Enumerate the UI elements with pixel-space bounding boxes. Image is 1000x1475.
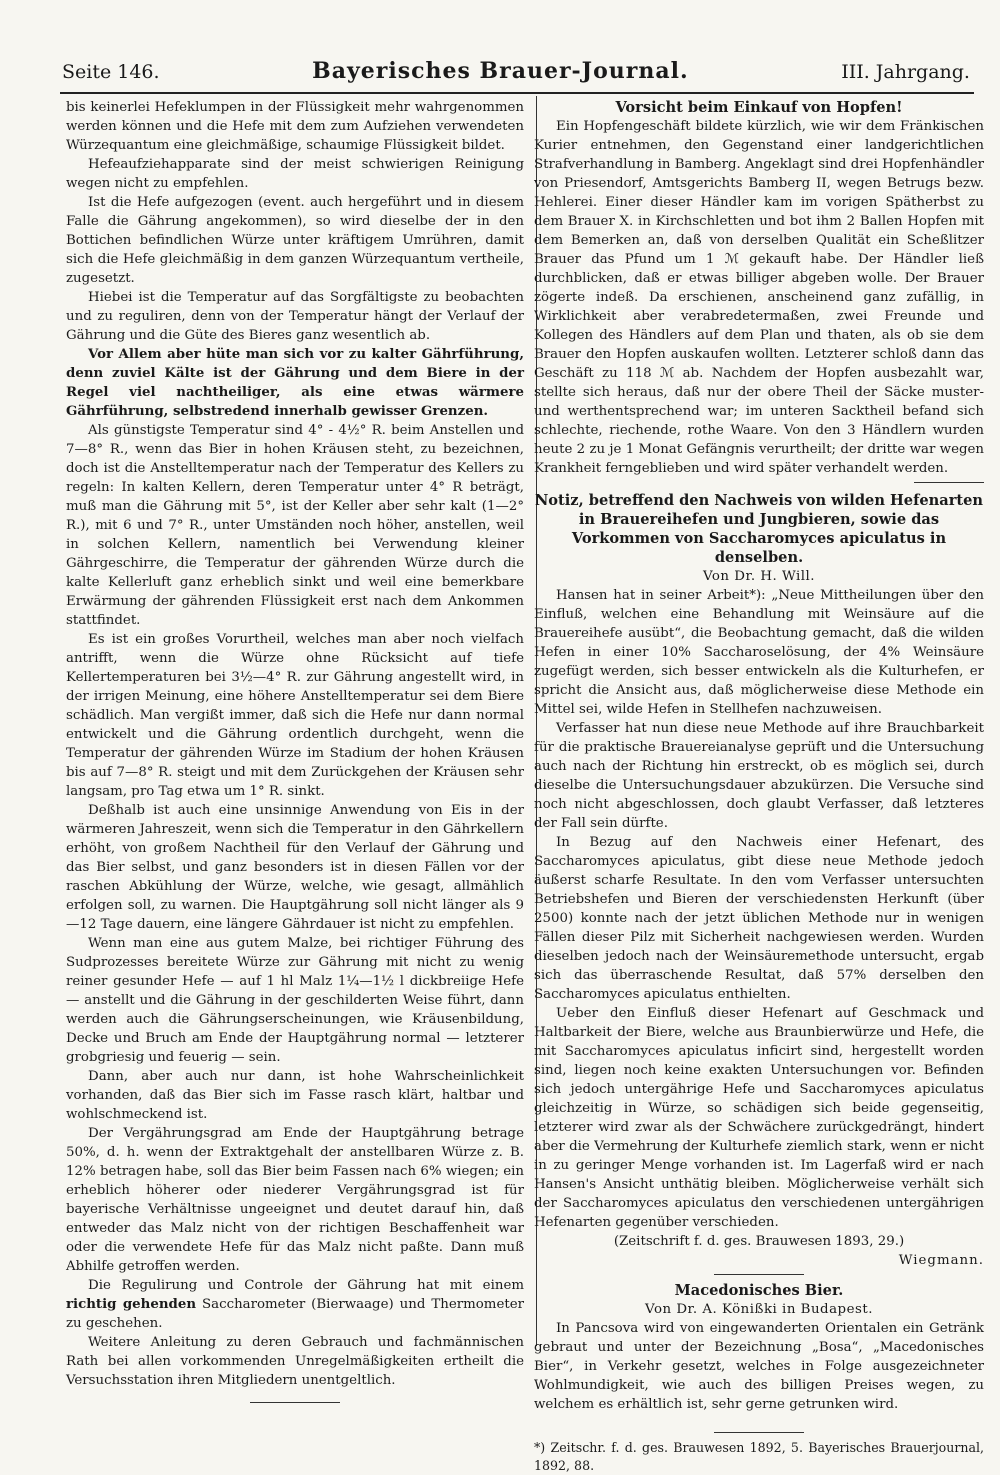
page-number: Seite 146. xyxy=(62,61,160,83)
paragraph: bis keinerlei Hefeklumpen in der Flüssigkeit mehr wahrgenommen werden können und die Hefe mit dem zum Aufziehen verwendeten Würzequantum eine gleichmäßige, schaumige Flüssigkeit bildet. xyxy=(66,100,524,153)
article-title-yeast: Notiz, betreffend den Nachweis von wilden Hefenarten in Brauereihefen und Jungbieren, sowie das Vorkommen von Saccharomyces apiculatus in denselben. xyxy=(534,492,984,566)
article-title-macedonian-beer: Macedonisches Bier. xyxy=(674,1282,844,1299)
article-separator xyxy=(714,1274,804,1275)
paragraph: Ein Hopfengeschäft bildete kürzlich, wie wir dem Fränkischen Kurier entnehmen, den Gegenstand einer landgerichtlichen Strafverhandlung in Bamberg. Angeklagt sind drei Hopfenhändler von Priesendorf, Amtsgerichts Bamberg II, wegen Betrugs bezw. Hehlerei. Einer dieser Händler kam im vorigen Spätherbst zu dem Brauer X. in Kirchschletten und bot ihm 2 Ballen Hopfen mit dem Bemerken an, daß von derselben Qualität ein Scheßlitzer Brauer das Pfund um 1 ℳ gekauft habe. Der Händler ließ durchblicken, daß er etwas billiger abgeben wolle. Der Brauer zögerte indeß. Da erschienen, anscheinend ganz zufällig, in Wirklichkeit aber verabredetermaßen, zwei Freunde und Kollegen des Händlers auf dem Plan und thaten, als ob sie dem Brauer den Hopfen auskaufen wollten. Letzterer schloß dann das Geschäft zu 118 ℳ ab. Nachdem der Hopfen ausbezahlt war, stellte sich heraus, daß nur der obere Theil der Säcke muster- und werthentsprechend war; im unteren Sacktheil befand sich schlechte, riechende, rothe Waare. Von den 3 Händlern wurden heute 2 zu je 1 Monat Gefängnis verurtheilt; der dritte war wegen Krankheit ferngeblieben und wird später verhandelt werden. xyxy=(534,119,984,476)
paragraph xyxy=(66,1276,524,1333)
byline: Von Dr. A. Könißki in Budapest. xyxy=(645,1302,873,1317)
bold-warning-paragraph: Vor Allem aber hüte man sich vor zu kalter Gährführung, denn zuviel Kälte ist der Gährung und dem Biere in der Regel viel nachtheiliger, als eine etwas wärmere Gährführung, selbstredend innerhalb gewisser Grenzen. xyxy=(66,346,524,419)
bold-text-run: richtig gehenden xyxy=(66,1296,197,1312)
paragraph: Deßhalb ist auch eine unsinnige Anwendung von Eis in der wärmeren Jahreszeit, wenn sich die Temperatur in den Gährkellern erhöht, von großem Nachtheil für den Verlauf der Gährung und das Bier selbst, und ganz besonders ist in diesen Fällen vor der raschen Abkühlung der Würze, welche, wie gesagt, allmählich erfolgen soll, zu warnen. Die Hauptgährung soll nicht länger als 9—12 Tage dauern, eine längere Gährdauer ist nicht zu empfehlen. xyxy=(66,803,524,932)
paragraph: Ueber den Einfluß dieser Hefenart auf Geschmack und Haltbarkeit der Biere, welche aus Braunbierwürze und Hefe, die mit Saccharomyces apiculatus inficirt sind, hergestellt worden sind, liegen noch keine exakten Untersuchungen vor. Befinden sich jedoch untergährige Hefe und Saccharomyces apiculatus gleichzeitig in Würze, so schädigen sich beide gegenseitig, letzterer wird zwar als der Schwächere zurückgedrängt, hindert aber die Vermehrung der Kulturhefe ziemlich stark, wenn er nicht in zu geringer Menge vorhanden ist. Im Lagerfaß wird er nach Hansen's Ansicht unthätig bleiben. Möglicherweise verhält sich der Saccharomyces apiculatus den verschiedenen untergährigen Hefenarten gegenüber verschieden. xyxy=(534,1006,984,1230)
paragraph: Der Vergährungsgrad am Ende der Hauptgährung betrage 50%, d. h. wenn der Extraktgehalt der anstellbaren Würze z. B. 12% betragen habe, soll das Bier beim Fassen nach 6% wiegen; ein erheblich höherer oder niederer Vergährungsgrad ist für bayerische Verhältnisse ungeeignet und deutet darauf hin, daß entweder das Malz nicht von der richtigen Beschaffenheit war oder die verwendete Hefe für das Malz nicht paßte. Dann muß Abhilfe getroffen werden. xyxy=(66,1126,524,1274)
header-rule xyxy=(60,92,974,94)
footnote: *) Zeitschr. f. d. ges. Brauwesen 1892, 5. Bayerisches Brauerjournal, 1892, 88. xyxy=(534,1440,984,1473)
right-column xyxy=(534,98,984,1475)
volume-label: III. Jahrgang. xyxy=(841,61,970,83)
paragraph: Als günstigste Temperatur sind 4° - 4½° R. beim Anstellen und 7—8° R., wenn das Bier in hohen Kräusen steht, zu bezeichnen, doch ist die Anstelltemperatur nach der Temperatur des Kellers zu regeln: In kalten Kellern, deren Temperatur unter 4° R beträgt, muß man die Gährung mit 5°, ist der Keller aber sehr kalt (1—2° R.), mit 6 und 7° R., unter Umständen noch höher, anstellen, weil in solchen Kellern, namentlich bei Verwendung kleiner Gährgeschirre, die Temperatur der gährenden Würze durch die kalte Kellerluft ganz erheblich sinkt und weil eine bemerkbare Erwärmung der gährenden Flüssigkeit erst nach dem Ankommen stattfindet. xyxy=(66,423,524,628)
citation: (Zeitschrift f. d. ges. Brauwesen 1893, 29.) xyxy=(613,1234,905,1249)
paragraph: Verfasser hat nun diese neue Methode auf ihre Brauchbarkeit für die praktische Brauereianalyse geprüft und die Untersuchung auch nach der Richtung hin erstreckt, ob es möglich sei, durch dieselbe die Untersuchungsdauer abzukürzen. Die Versuche sind noch nicht abgeschlossen, doch glaubt Verfasser, daß letzteres der Fall sein dürfte. xyxy=(534,721,984,831)
paragraph: In Bezug auf den Nachweis einer Hefenart, des Saccharomyces apiculatus, gibt diese neue Methode jedoch äußerst scharfe Resultate. In den vom Verfasser untersuchten Betriebshefen und Bieren der verschiedensten Herkunft (über 2500) konnte nach der jetzt üblichen Methode nur in wenigen Fällen dieser Pilz mit Sicherheit nachgewiesen werden. Wurden dieselben jedoch nach der Weinsäuremethode untersucht, ergab sich das überraschende Resultat, daß 57% derselben den Saccharomyces apiculatus enthielten. xyxy=(534,835,984,1002)
paragraph: Wenn man eine aus gutem Malze, bei richtiger Führung des Sudprozesses bereitete Würze zur Gährung mit nicht zu wenig reiner gesunder Hefe — auf 1 hl Malz 1¼—1½ l dickbreiige Hefe — anstellt und die Gährung in der geschilderten Weise führt, dann werden auch die Gährungserscheinungen, wie Kräusenbildung, Decke und Bruch am Ende der Hauptgährung normal — letzterer grobgriesig und feuerig — sein. xyxy=(66,936,524,1065)
paragraph: Weitere Anleitung zu deren Gebrauch und fachmännischen Rath bei allen vorkommenden Unregelmäßigkeiten ertheilt die Versuchsstation ihren Mitgliedern unentgeltlich. xyxy=(66,1335,524,1388)
footnote-rule xyxy=(714,1432,804,1433)
left-column xyxy=(66,98,524,1407)
page-header xyxy=(62,58,970,92)
paragraph: Ist die Hefe aufgezogen (event. auch hergeführt und in diesem Falle die Gährung angekommen), so wird dieselbe der in den Bottichen befindlichen Würze unter kräftigem Umrühren, damit sich die Hefe gleichmäßig in dem ganzen Würzequantum vertheile, zugesetzt. xyxy=(66,195,524,286)
paragraph: Hefeaufziehapparate sind der meist schwierigen Reinigung wegen nicht zu empfehlen. xyxy=(66,157,524,191)
paragraph: In Pancsova wird von eingewanderten Orientalen ein Getränk gebraut und unter der Bezeichnung „Bosa“, „Macedonisches Bier“, in Verkehr gesetzt, welches in Folge ausgezeichneter Wohlmundigkeit, wie auch des billigen Preises wegen, zu welchem es erhältlich ist, sehr gerne getrunken wird. xyxy=(534,1321,984,1412)
article-title-hops: Vorsicht beim Einkauf von Hopfen! xyxy=(615,99,903,116)
text-run: Saccharometer (Bierwaage) und Thermometer zu geschehen. xyxy=(66,1297,524,1331)
text-run: Die Regulirung und Controle der Gährung hat mit einem xyxy=(88,1278,524,1293)
paragraph: Dann, aber auch nur dann, ist hohe Wahrscheinlichkeit vorhanden, daß das Bier sich im Fasse rasch klärt, haltbar und wohlschmeckend ist. xyxy=(66,1069,524,1122)
paragraph: Es ist ein großes Vorurtheil, welches man aber noch vielfach antrifft, wenn die Würze ohne Rücksicht auf tiefe Kellertemperaturen bei 3½—4° R. zur Gährung angestellt wird, in der irrigen Meinung, eine höhere Anstelltemperatur sei dem Biere schädlich. Man vergißt immer, daß sich die Hefe nur dann normal entwickelt und die Gährung ordentlich durchgeht, wenn die Temperatur der gährenden Würze im Stadium der hohen Kräusen bis auf 7—8° R. steigt und mit dem Zurückgehen der Kräusen sehr langsam, pro Tag etwa um 1° R. sinkt. xyxy=(66,632,524,799)
signature: Wiegmann. xyxy=(898,1253,984,1268)
end-rule xyxy=(250,1402,340,1403)
journal-title: Bayerisches Brauer-Journal. xyxy=(312,58,689,84)
paragraph: Hansen hat in seiner Arbeit*): „Neue Mittheilungen über den Einfluß, welchen eine Behandlung mit Weinsäure auf die Brauereihefe ausübt“, die Beobachtung gemacht, daß die wilden Hefen in einer 10% Saccharoselösung, der 4% Weinsäure zugefügt werden, sich besser entwickeln als die Kulturhefen, er spricht die Ansicht aus, daß möglicherweise diese Methode ein Mittel sei, wilde Hefen in Stellhefen nachzuweisen. xyxy=(534,588,984,717)
paragraph: Hiebei ist die Temperatur auf das Sorgfältigste zu beobachten und zu reguliren, denn von der Temperatur hängt der Verlauf der Gährung und die Güte des Bieres ganz wesentlich ab. xyxy=(66,290,524,343)
article-separator xyxy=(914,482,984,483)
byline: Von Dr. H. Will. xyxy=(702,569,816,584)
